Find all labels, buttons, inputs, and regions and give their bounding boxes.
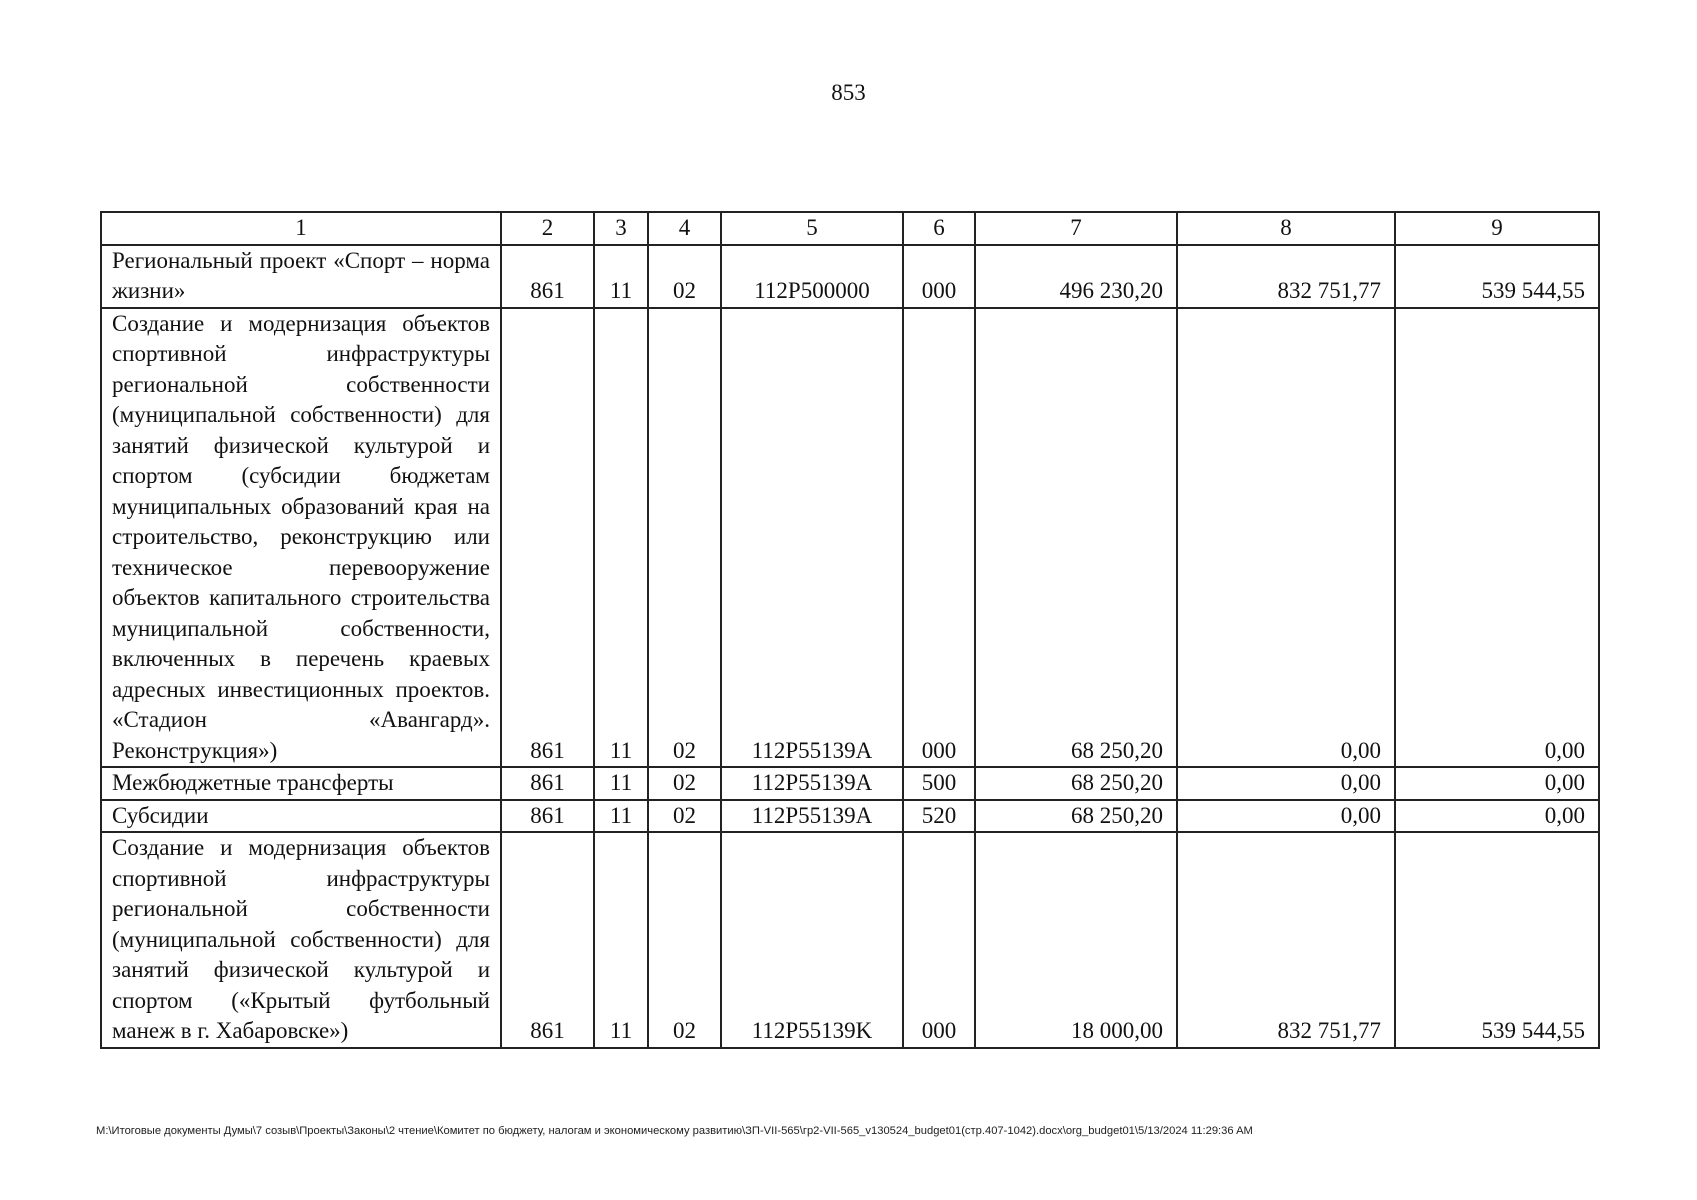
column-header-6: 6 (903, 212, 975, 245)
table-row (101, 767, 1599, 800)
cell-amount-7: 18 000,00 (975, 832, 1177, 1048)
column-header-1: 1 (101, 212, 501, 245)
cell-chapter: 861 (501, 245, 594, 308)
table-row (101, 832, 1599, 1048)
cell-amount-7: 496 230,20 (975, 245, 1177, 308)
cell-expense-type: 520 (903, 800, 975, 833)
cell-section: 11 (594, 308, 648, 768)
cell-amount-7: 68 250,20 (975, 308, 1177, 768)
cell-amount-8: 832 751,77 (1177, 245, 1395, 308)
footer-file-path: M:\Итоговые документы Думы\7 созыв\Проекты\Законы\2 чтение\Комитет по бюджету, налогам и экономическому развитию\ЗП-VII-565\гр2-VII-565_v130524_budget01(стр.407-1042).docx\org_budget01\5/13/2024 11:29:36 AM (96, 1125, 1253, 1137)
table-row (101, 245, 1599, 308)
column-header-8: 8 (1177, 212, 1395, 245)
cell-chapter: 861 (501, 308, 594, 768)
cell-expense-type: 000 (903, 245, 975, 308)
row-name: Межбюджетные трансферты (101, 767, 501, 800)
column-header-4: 4 (648, 212, 721, 245)
cell-subsection: 02 (648, 308, 721, 768)
cell-target-code: 112P55139A (721, 800, 903, 833)
cell-section: 11 (594, 832, 648, 1048)
cell-target-code: 112P55139A (721, 767, 903, 800)
cell-amount-7: 68 250,20 (975, 800, 1177, 833)
cell-target-code: 112P55139K (721, 832, 903, 1048)
cell-expense-type: 000 (903, 832, 975, 1048)
cell-amount-8: 832 751,77 (1177, 832, 1395, 1048)
row-name: Создание и модернизация объектов спортивной инфраструктуры региональной собственности (муниципальной собственности) для занятий физической культурой и спортом (субсидии бюджетам муниципальных образований края на строительство, реконструкцию или техническое перевооружение объектов капитального строительства муниципальной собственности, включенных в перечень краевых адресных инвестиционных проектов. «Стадион «Авангард». Реконструкция») (101, 308, 501, 768)
row-name: Создание и модернизация объектов спортивной инфраструктуры региональной собственности (муниципальной собственности) для занятий физической культурой и спортом («Крытый футбольный манеж в г. Хабаровске») (101, 832, 501, 1048)
cell-chapter: 861 (501, 767, 594, 800)
cell-amount-8: 0,00 (1177, 767, 1395, 800)
cell-amount-8: 0,00 (1177, 308, 1395, 768)
column-header-2: 2 (501, 212, 594, 245)
cell-chapter: 861 (501, 800, 594, 833)
cell-section: 11 (594, 245, 648, 308)
cell-amount-7: 68 250,20 (975, 767, 1177, 800)
column-header-3: 3 (594, 212, 648, 245)
cell-amount-9: 0,00 (1395, 308, 1599, 768)
column-header-5: 5 (721, 212, 903, 245)
cell-subsection: 02 (648, 767, 721, 800)
header-row (101, 212, 1599, 245)
budget-table (100, 211, 1600, 1049)
cell-amount-8: 0,00 (1177, 800, 1395, 833)
cell-target-code: 112P55139A (721, 308, 903, 768)
cell-section: 11 (594, 800, 648, 833)
column-header-7: 7 (975, 212, 1177, 245)
cell-amount-9: 539 544,55 (1395, 245, 1599, 308)
row-name: Региональный проект «Спорт – норма жизни» (101, 245, 501, 308)
cell-section: 11 (594, 767, 648, 800)
cell-amount-9: 0,00 (1395, 767, 1599, 800)
cell-expense-type: 500 (903, 767, 975, 800)
cell-subsection: 02 (648, 832, 721, 1048)
cell-amount-9: 0,00 (1395, 800, 1599, 833)
column-header-9: 9 (1395, 212, 1599, 245)
table-row (101, 308, 1599, 768)
cell-subsection: 02 (648, 245, 721, 308)
cell-subsection: 02 (648, 800, 721, 833)
cell-expense-type: 000 (903, 308, 975, 768)
table-row (101, 800, 1599, 833)
cell-amount-9: 539 544,55 (1395, 832, 1599, 1048)
cell-target-code: 112P500000 (721, 245, 903, 308)
cell-chapter: 861 (501, 832, 594, 1048)
row-name: Субсидии (101, 800, 501, 833)
page-number: 853 (831, 80, 866, 105)
